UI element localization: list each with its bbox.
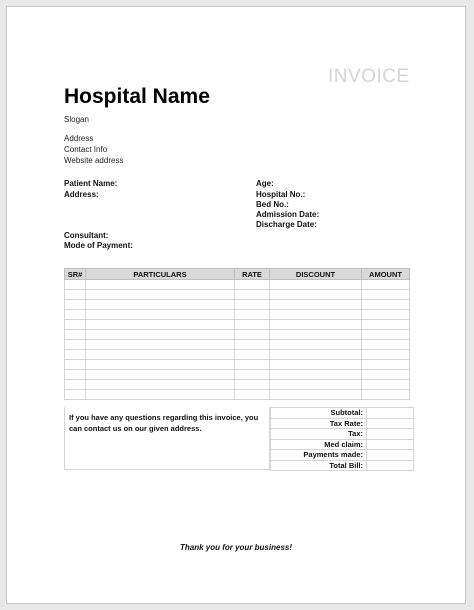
table-row (65, 340, 410, 350)
table-cell (86, 340, 235, 350)
totals-row (271, 450, 414, 461)
table-row (65, 330, 410, 340)
table-cell (362, 340, 410, 350)
table-row (65, 350, 410, 360)
table-cell (86, 280, 235, 290)
patient-address-label: Address: (64, 190, 99, 199)
table-cell (65, 340, 86, 350)
table-cell (86, 330, 235, 340)
table-cell (235, 290, 270, 300)
column-header-sr: SR# (65, 269, 86, 280)
admission-date-label: Admission Date: (256, 210, 320, 219)
table-cell (235, 280, 270, 290)
column-header-amount: AMOUNT (362, 269, 410, 280)
table-cell (270, 280, 362, 290)
contact-line: Contact Info (64, 145, 108, 154)
table-row (65, 300, 410, 310)
table-cell (86, 350, 235, 360)
table-cell (362, 380, 410, 390)
table-cell (235, 390, 270, 400)
invoice-title: INVOICE (328, 66, 410, 87)
age-label: Age: (256, 179, 274, 188)
table-cell (270, 310, 362, 320)
table-cell (362, 350, 410, 360)
table-cell (362, 280, 410, 290)
table-cell (86, 300, 235, 310)
table-row (65, 360, 410, 370)
table-cell (235, 360, 270, 370)
table-cell (362, 390, 410, 400)
table-row (65, 290, 410, 300)
tax-value (367, 429, 414, 440)
discharge-date-label: Discharge Date: (256, 220, 317, 229)
table-cell (86, 360, 235, 370)
invoice-page (6, 6, 466, 604)
subtotal-value (367, 408, 414, 419)
table-cell (65, 390, 86, 400)
totals-table (270, 407, 414, 471)
table-cell (235, 350, 270, 360)
table-row (65, 280, 410, 290)
totals-row (271, 439, 414, 450)
table-cell (86, 290, 235, 300)
table-cell (270, 300, 362, 310)
column-header-particulars: PARTICULARS (86, 269, 235, 280)
payments-made-label: Payments made: (271, 450, 367, 461)
table-cell (65, 380, 86, 390)
items-table (64, 268, 410, 400)
table-cell (362, 330, 410, 340)
hospital-name: Hospital Name (64, 85, 210, 108)
table-cell (362, 290, 410, 300)
address-line: Address (64, 134, 94, 143)
table-cell (65, 280, 86, 290)
table-cell (270, 320, 362, 330)
table-cell (86, 380, 235, 390)
total-bill-label: Total Bill: (271, 460, 367, 471)
patient-name-label: Patient Name: (64, 179, 118, 188)
table-cell (270, 340, 362, 350)
contact-note: If you have any questions regarding this invoice, you can contact us on our given address. (64, 407, 270, 470)
table-cell (235, 380, 270, 390)
table-row (65, 310, 410, 320)
table-cell (362, 300, 410, 310)
payment-mode-label: Mode of Payment: (64, 241, 133, 250)
table-cell (65, 310, 86, 320)
table-cell (86, 310, 235, 320)
med-claim-label: Med claim: (271, 439, 367, 450)
table-cell (362, 370, 410, 380)
table-row (65, 380, 410, 390)
table-cell (86, 320, 235, 330)
table-cell (270, 330, 362, 340)
table-row (65, 320, 410, 330)
table-cell (235, 320, 270, 330)
table-cell (65, 370, 86, 380)
table-cell (86, 370, 235, 380)
bed-no-label: Bed No.: (256, 200, 289, 209)
table-cell (270, 370, 362, 380)
table-row (65, 370, 410, 380)
thank-you-note: Thank you for your business! (179, 543, 292, 552)
table-cell (65, 290, 86, 300)
table-cell (270, 390, 362, 400)
table-cell (235, 300, 270, 310)
tax-rate-value (367, 418, 414, 429)
column-header-discount: DISCOUNT (270, 269, 362, 280)
table-cell (235, 330, 270, 340)
payments-made-value (367, 450, 414, 461)
table-cell (86, 390, 235, 400)
table-cell (270, 380, 362, 390)
table-cell (65, 330, 86, 340)
tax-label: Tax: (271, 429, 367, 440)
totals-row (271, 408, 414, 419)
slogan: Slogan (64, 115, 89, 124)
table-cell (270, 350, 362, 360)
table-cell (65, 360, 86, 370)
table-cell (65, 350, 86, 360)
table-cell (270, 360, 362, 370)
table-cell (65, 320, 86, 330)
totals-row (271, 429, 414, 440)
column-header-rate: RATE (235, 269, 270, 280)
table-cell (235, 370, 270, 380)
table-cell (235, 340, 270, 350)
med-claim-value (367, 439, 414, 450)
consultant-label: Consultant: (64, 231, 109, 240)
table-cell (362, 310, 410, 320)
table-cell (362, 320, 410, 330)
table-cell (362, 360, 410, 370)
total-bill-value (367, 460, 414, 471)
website-line: Website address (64, 156, 124, 165)
tax-rate-label: Tax Rate: (271, 418, 367, 429)
hospital-no-label: Hospital No.: (256, 190, 306, 199)
table-cell (235, 310, 270, 320)
totals-row (271, 418, 414, 429)
table-cell (270, 290, 362, 300)
totals-row (271, 460, 414, 471)
table-cell (65, 300, 86, 310)
table-row (65, 390, 410, 400)
subtotal-label: Subtotal: (271, 408, 367, 419)
table-header-row (65, 269, 410, 280)
